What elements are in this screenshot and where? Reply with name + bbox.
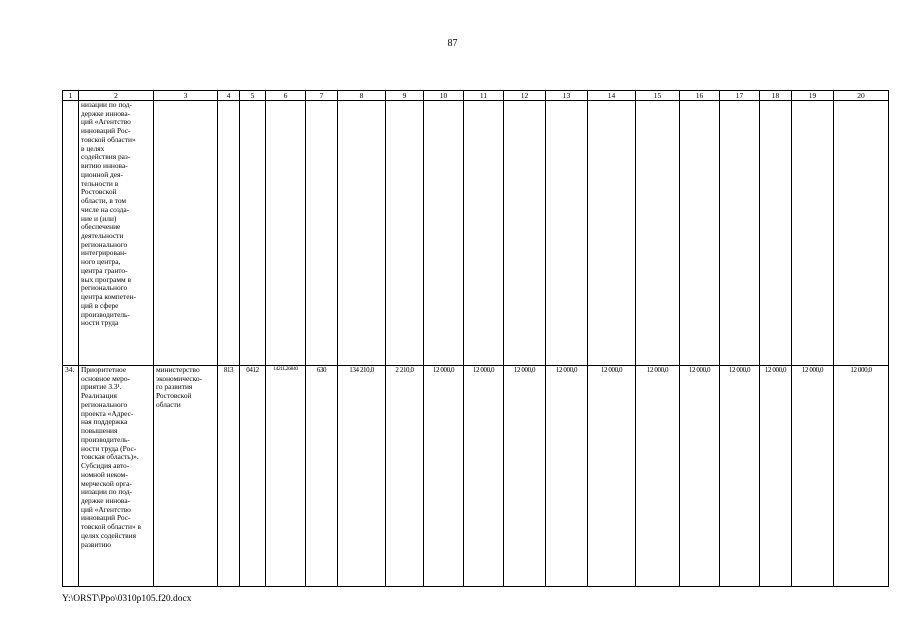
col-header: 11 [464,91,504,101]
col-header: 6 [266,91,306,101]
table-cell [834,101,889,366]
year-amount-cell: 12 000,0 [720,366,760,587]
executor-cell: министерство экономическо- го развития Ростовской области [154,366,218,587]
grbs-code-cell: 813 [218,366,240,587]
col-header: 13 [546,91,588,101]
col-header: 8 [338,91,386,101]
year-amount-cell: 12 000,0 [792,366,834,587]
year-amount-cell: 12 000,0 [588,366,636,587]
col-header: 3 [154,91,218,101]
table-cell [636,101,680,366]
executor-cell [154,101,218,366]
table-cell [720,101,760,366]
row-number-cell: 34. [63,366,79,587]
col-header: 5 [240,91,266,101]
table-cell [546,101,588,366]
table-row [63,101,889,366]
col-header: 17 [720,91,760,101]
table-cell [424,101,464,366]
table-cell [760,101,792,366]
col-header: 9 [386,91,424,101]
col-header: 12 [504,91,546,101]
table-cell [266,101,306,366]
year-amount-cell: 12 000,0 [680,366,720,587]
col-header: 2 [79,91,154,101]
year-amount-cell: 12 000,0 [834,366,889,587]
table-cell [306,101,338,366]
year-amount-cell: 2 210,0 [386,366,424,587]
target-article-cell: 1421L26840 [266,366,306,587]
section-code-cell: 0412 [240,366,266,587]
table-cell [338,101,386,366]
table-cell [588,101,636,366]
col-header: 4 [218,91,240,101]
page-number: 87 [447,38,458,49]
table-cell [464,101,504,366]
table-cell [218,101,240,366]
budget-table [62,90,889,587]
expense-type-cell: 630 [306,366,338,587]
description-cell: Приоритетное основное меро- приятие 3.3¹. Реализация регионального проекта «Адрес- ная поддержка повышения производитель- ности труда (Рос- товская область)». Субсидия авто- номной неком- мерческой орга- низации по под- держке иннова- ций «Агентство инноваций Рос- товской области» в целях содействия развитию [79,366,154,587]
col-header: 19 [792,91,834,101]
row-number-cell [63,101,79,366]
col-header: 14 [588,91,636,101]
col-header: 15 [636,91,680,101]
col-header: 1 [63,91,79,101]
year-amount-cell: 12 000,0 [760,366,792,587]
year-amount-cell: 12 000,0 [424,366,464,587]
table-cell [680,101,720,366]
table-row [63,366,889,587]
table-cell [792,101,834,366]
table-cell [386,101,424,366]
description-cell: низации по под- держке иннова- ций «Агентство инноваций Рос- товской области» в целях содействия раз- витию иннова- ционной дея- тельности в Ростовской области, в том числе на созда- ние и (или) обеспечение деятельности регионального интегрирован- ного центра, центра гранто- вых программ в регионального центра компетен- ций в сфере производитель- ности труда [79,101,154,366]
col-header: 10 [424,91,464,101]
year-amount-cell: 12 000,0 [636,366,680,587]
year-amount-cell: 12 000,0 [504,366,546,587]
table-cell [240,101,266,366]
year-amount-cell: 12 000,0 [464,366,504,587]
header-row [63,91,889,101]
footer-file-path: Y:\ORST\Ppo\0310p105.f20.docx [62,594,192,604]
col-header: 18 [760,91,792,101]
col-header: 16 [680,91,720,101]
table-cell [504,101,546,366]
col-header: 7 [306,91,338,101]
total-amount-cell: 134 210,0 [338,366,386,587]
col-header: 20 [834,91,889,101]
year-amount-cell: 12 000,0 [546,366,588,587]
